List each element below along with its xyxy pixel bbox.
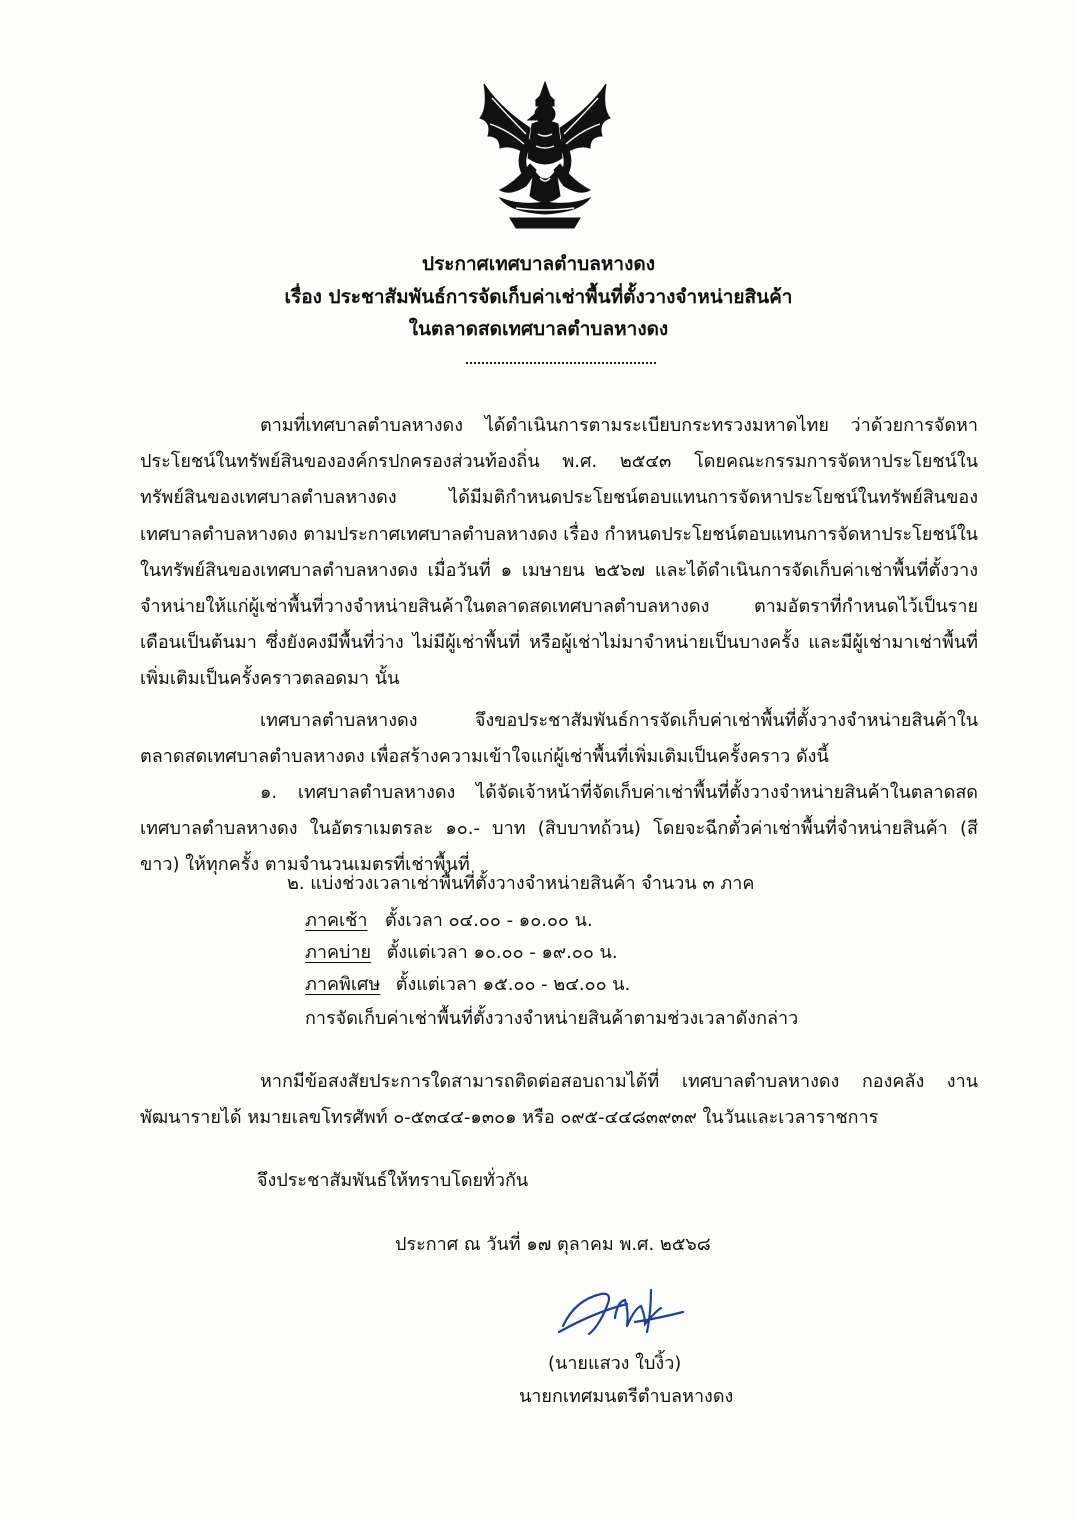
item-rental-rate: ๑. เทศบาลตำบลหางดง ได้จัดเจ้าหน้าที่จัดเก็บค่าเช่าพื้นที่ตั้งวางจำหน่ายสินค้าในตลาดสดเทศบาลตำบลหางดง ในอัตราเมตรละ ๑๐.- บาท (สิบบาทถ้วน) โดยจะฉีกตั๋วค่าเช่าพื้นที่จำหน่ายสินค้า (สีขาว) ให้ทุกครั้ง ตามจำนวนเมตรที่เช่าพื้นที่ xyxy=(140,782,978,876)
paragraph-background: ตามที่เทศบาลตำบลหางดง ได้ดำเนินการตามระเบียบกระทรวงมหาดไทย ว่าด้วยการจัดหาประโยชน์ในทรัพย์สินขององค์กรปกครองส่วนท้องถิ่น พ.ศ. ๒๕๔๓ โดยคณะกรรมการจัดหาประโยชน์ในทรัพย์สินของเทศบาลตำบลหางดง ได้มีมติกำหนดประโยชน์ตอบแทนการจัดหาประโยชน์ในทรัพย์สินของเทศบาลตำบลหางดง ตามประกาศเทศบาลตำบลหางดง เรื่อง กำหนดประโยชน์ตอบแทนการจัดหาประโยชน์ในในทรัพย์สินของเทศบาลตำบลหางดง เมื่อวันที่ ๑ เมษายน ๒๕๖๗ และได้ดำเนินการจัดเก็บค่าเช่าพื้นที่ตั้งวางจำหน่ายให้แก่ผู้เช่าพื้นที่วางจำหน่ายสินค้าในตลาดสดเทศบาลตำบลหางดง ตามอัตราที่กำหนดไว้เป็นรายเดือนเป็นต้นมา ซึ่งยังคงมีพื้นที่ว่าง ไม่มีผู้เช่าพื้นที่ หรือผู้เช่าไม่มาจำหน่ายเป็นบางครั้ง และมีผู้เช่ามาเช่าพื้นที่เพิ่มเติมเป็นครั้งคราวตลอดมา นั้น xyxy=(140,415,978,690)
announcement-title: ประกาศเทศบาลตำบลหางดง xyxy=(422,253,655,275)
header-divider xyxy=(466,354,656,364)
period-afternoon xyxy=(305,938,618,968)
announcement-subject: เรื่อง ประชาสัมพันธ์การจัดเก็บค่าเช่าพื้นที่ตั้งวางจำหน่ายสินค้า xyxy=(284,286,793,308)
period-label: ภาคบ่าย xyxy=(305,942,372,963)
garuda-emblem-icon xyxy=(470,78,620,238)
signature-icon xyxy=(555,1282,690,1342)
period-time: ตั้งแต่เวลา ๑๐.๐๐ - ๑๙.๐๐ น. xyxy=(386,942,618,963)
paragraph-announcement: เทศบาลตำบลหางดง จึงขอประชาสัมพันธ์การจัดเก็บค่าเช่าพื้นที่ตั้งวางจำหน่ายสินค้าในตลาดสดเทศบาลตำบลหางดง เพื่อสร้างความเข้าใจแก่ผู้เช่าพื้นที่เพิ่มเติมเป็นครั้งคราว ดังนี้ xyxy=(140,710,978,768)
period-time: ตั้งเวลา ๐๔.๐๐ - ๑๐.๐๐ น. xyxy=(384,910,593,931)
announcement-subject-location: ในตลาดสดเทศบาลตำบลหางดง xyxy=(408,318,669,340)
item-time-periods: ๒. แบ่งช่วงเวลาเช่าพื้นที่ตั้งวางจำหน่ายสินค้า จำนวน ๓ ภาค xyxy=(287,873,755,894)
paragraph-contact: หากมีข้อสงสัยประการใดสามารถติดต่อสอบถามได้ที่ เทศบาลตำบลหางดง กองคลัง งานพัฒนารายได้ หมายเลขโทรศัพท์ ๐-๕๓๔๔-๑๓๐๑ หรือ ๐๙๕-๔๔๘๓๙๓๙ ในวันและเวลาราชการ xyxy=(140,1071,978,1129)
period-morning xyxy=(305,906,593,936)
announcement-date: ประกาศ ณ วันที่ ๑๗ ตุลาคม พ.ศ. ๒๕๖๘ xyxy=(395,1234,711,1255)
period-label: ภาคพิเศษ xyxy=(305,974,381,995)
period-label: ภาคเช้า xyxy=(305,910,368,931)
collection-note: การจัดเก็บค่าเช่าพื้นที่ตั้งวางจำหน่ายสินค้าตามช่วงเวลาดังกล่าว xyxy=(305,1008,799,1029)
signer-name: (นายแสวง ใบงิ้ว) xyxy=(548,1353,682,1374)
period-special xyxy=(305,970,630,1000)
period-time: ตั้งแต่เวลา ๑๕.๐๐ - ๒๔.๐๐ น. xyxy=(395,974,631,995)
closing-statement: จึงประชาสัมพันธ์ให้ทราบโดยทั่วกัน xyxy=(257,1170,529,1191)
signer-title: นายกเทศมนตรีตำบลหางดง xyxy=(519,1386,734,1407)
